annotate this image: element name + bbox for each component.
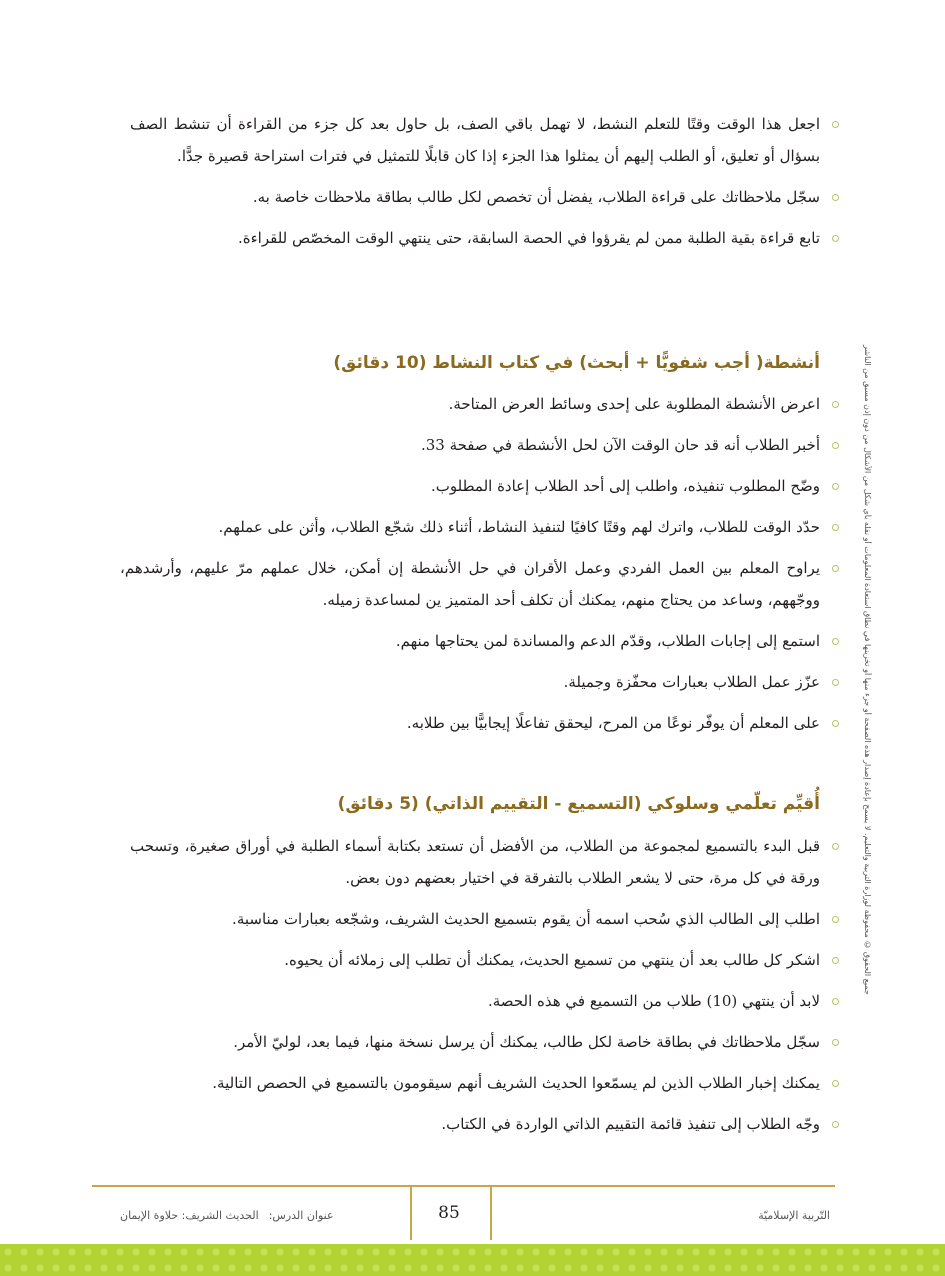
bullet-icon bbox=[832, 638, 839, 645]
list-item: لابد أن ينتهي (10) طلاب من التسميع في هذه الحصة. bbox=[130, 985, 820, 1017]
bullet-icon bbox=[832, 1039, 839, 1046]
lesson-title: الحديث الشريف: حلاوة الإيمان bbox=[120, 1209, 259, 1222]
list-item: تابع قراءة بقية الطلبة ممن لم يقرؤوا في الحصة السابقة، حتى ينتهي الوقت المخصّص للقراءة. bbox=[130, 222, 820, 254]
bullet-icon bbox=[832, 524, 839, 531]
list-item: اشكر كل طالب بعد أن ينتهي من تسميع الحديث، يمكنك أن تطلب إلى زملائه أن يحيوه. bbox=[130, 944, 820, 976]
lesson-info bbox=[120, 1209, 334, 1222]
lesson-label: عنوان الدرس: bbox=[268, 1209, 334, 1222]
list-item: على المعلم أن يوفّر نوعًا من المرح، ليحقق تفاعلًا إيجابيًّا بين طلابه. bbox=[120, 707, 820, 739]
activities-heading: أنشطة( أجب شفويًّا + أبحث) في كتاب النشاط (10 دقائق) bbox=[333, 353, 820, 373]
assessment-section bbox=[130, 830, 820, 1149]
activities-section bbox=[120, 388, 820, 748]
bullet-icon bbox=[832, 235, 839, 242]
reading-list bbox=[130, 108, 820, 254]
bullet-icon bbox=[832, 121, 839, 128]
list-item: وضّح المطلوب تنفيذه، واطلب إلى أحد الطلاب إعادة المطلوب. bbox=[120, 470, 820, 502]
list-item: يمكنك إخبار الطلاب الذين لم يسمّعوا الحديث الشريف أنهم سيقومون بالتسميع في الحصص التالية. bbox=[130, 1067, 820, 1099]
assessment-heading: أُقيِّم تعلّمي وسلوكي (التسميع - التقييم الذاتي) (5 دقائق) bbox=[337, 794, 820, 814]
bullet-icon bbox=[832, 401, 839, 408]
bullet-icon bbox=[832, 483, 839, 490]
activities-list bbox=[120, 388, 820, 739]
list-item: اطلب إلى الطالب الذي سُحب اسمه أن يقوم بتسميع الحديث الشريف، وشجّعه بعبارات مناسبة. bbox=[130, 903, 820, 935]
list-item: عزّز عمل الطلاب بعبارات محفّزة وجميلة. bbox=[120, 666, 820, 698]
assessment-list bbox=[130, 830, 820, 1140]
bullet-icon bbox=[832, 1080, 839, 1087]
bullet-icon bbox=[832, 565, 839, 572]
list-item: اجعل هذا الوقت وقتًا للتعلم النشط، لا تهمل باقي الصف، بل حاول بعد كل جزء من القراءة أن تنشط الصف بسؤال أو تعليق، أو الطلب إليهم أن يمثلوا هذا الجزء إذا كان قابلًا للتمثيل في فترات استراحة قصيرة جدًّا. bbox=[130, 108, 820, 172]
list-item: حدّد الوقت للطلاب، واترك لهم وقتًا كافيًا لتنفيذ النشاط، أثناء ذلك شجّع الطلاب، وأثن على عملهم. bbox=[120, 511, 820, 543]
subject-name: التّربية الإسلاميّة bbox=[758, 1209, 830, 1222]
bullet-icon bbox=[832, 916, 839, 923]
bullet-icon bbox=[832, 1121, 839, 1128]
bullet-icon bbox=[832, 720, 839, 727]
list-item: سجّل ملاحظاتك على قراءة الطلاب، يفضل أن تخصص لكل طالب بطاقة ملاحظات خاصة به. bbox=[130, 181, 820, 213]
bullet-icon bbox=[832, 442, 839, 449]
list-item: يراوح المعلم بين العمل الفردي وعمل الأقران في حل الأنشطة إن أمكن، خلال عملهم مرّ عليهم، وأرشدهم، ووجّههم، وساعد من يحتاج منهم، يمكنك أن تكلف أحد المتميز ين لمساعدة زميله. bbox=[120, 552, 820, 616]
copyright-side-note: جميع الحقوق © محفوظة لوزارة التربية والتعليم. لا يسمح بإعادة إصدار هذه الصفحة أو جزء منها أو تخزينها في نطاق استعادة المعلومات أو نقله بأي شكل من الأشكال من دون إذن مسبق من الناشر bbox=[863, 345, 872, 995]
bullet-icon bbox=[832, 957, 839, 964]
list-item: استمع إلى إجابات الطلاب، وقدّم الدعم والمساندة لمن يحتاجها منهم. bbox=[120, 625, 820, 657]
bullet-icon bbox=[832, 843, 839, 850]
list-item: وجّه الطلاب إلى تنفيذ قائمة التقييم الذاتي الواردة في الكتاب. bbox=[130, 1108, 820, 1140]
list-item: أخبر الطلاب أنه قد حان الوقت الآن لحل الأنشطة في صفحة 33. bbox=[120, 429, 820, 461]
bullet-icon bbox=[832, 679, 839, 686]
list-item: اعرض الأنشطة المطلوبة على إحدى وسائط العرض المتاحة. bbox=[120, 388, 820, 420]
page-number: 85 bbox=[438, 1203, 460, 1223]
list-item: قبل البدء بالتسميع لمجموعة من الطلاب، من الأفضل أن تستعد بكتابة أسماء الطلبة في أوراق صغيرة، وتسحب ورقة في كل مرة، حتى لا يشعر الطلاب بالتفرقة في اختيار بعضهم دون بعض. bbox=[130, 830, 820, 894]
reading-section bbox=[130, 108, 820, 263]
bullet-icon bbox=[832, 998, 839, 1005]
list-item: سجّل ملاحظاتك في بطاقة خاصة لكل طالب، يمكنك أن يرسل نسخة منها، فيما بعد، لوليّ الأمر. bbox=[130, 1026, 820, 1058]
bullet-icon bbox=[832, 194, 839, 201]
decorative-bottom-band bbox=[0, 1244, 945, 1276]
